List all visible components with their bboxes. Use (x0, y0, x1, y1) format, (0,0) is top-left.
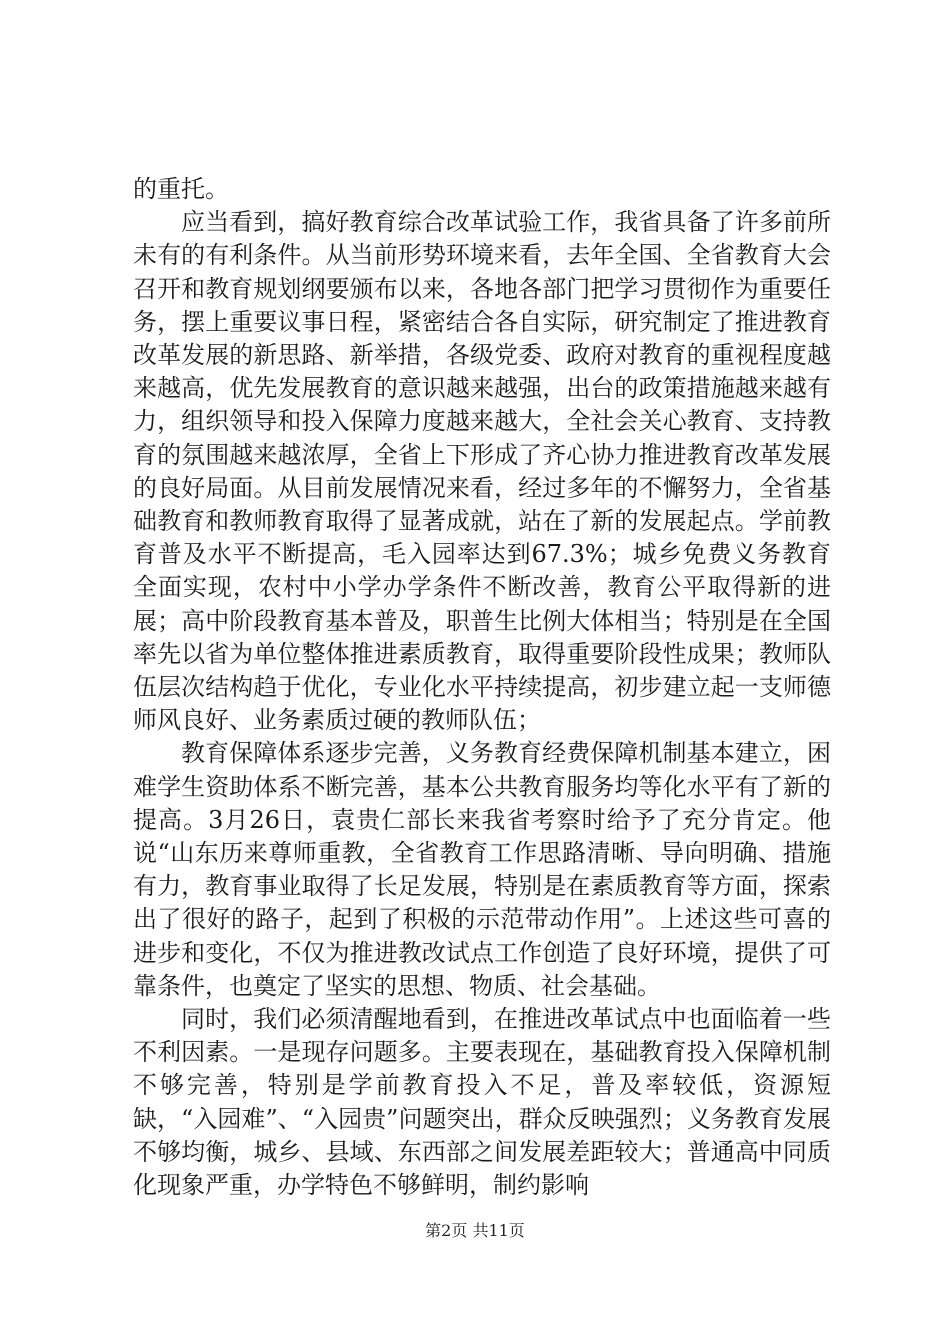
paragraph-education-guarantee: 教育保障体系逐步完善，义务教育经费保障机制基本建立，困难学生资助体系不断完善，基本公共教育服务均等化水平有了新的提高。3月26日，袁贵仁部长来我省考察时给予了充分肯定。他说“山东历来尊师重教，全省教育工作思路清晰、导向明确、措施有力，教育事业取得了长足发展，特别是在素质教育等方面，探索出了很好的路子，起到了积极的示范带动作用”。上述这些可喜的进步和变化，不仅为推进教改试点工作创造了良好环境，提供了可靠条件，也奠定了坚实的思想、物质、社会基础。 (133, 739, 831, 1000)
paragraph-favorable-conditions: 应当看到，搞好教育综合改革试验工作，我省具备了许多前所未有的有利条件。从当前形势环境来看，去年全国、全省教育大会召开和教育规划纲要颁布以来，各地各部门把学习贯彻作为重要任务，摆上重要议事日程，紧密结合各自实际，研究制定了推进教育改革发展的新思路、新举措，各级党委、政府对教育的重视程度越来越高，优先发展教育的意识越来越强，出台的政策措施越来越有力，组织领导和投入保障力度越来越大，全社会关心教育、支持教育的氛围越来越浓厚，全省上下形成了齐心协力推进教育改革发展的良好局面。从目前发展情况来看，经过多年的不懈努力，全省基础教育和教师教育取得了显著成就，站在了新的发展起点。学前教育普及水平不断提高，毛入园率达到67.3%；城乡免费义务教育全面实现，农村中小学办学条件不断改善，教育公平取得新的进展；高中阶段教育基本普及，职普生比例大体相当；特别是在全国率先以省为单位整体推进素质教育，取得重要阶段性成果；教师队伍层次结构趋于优化，专业化水平持续提高，初步建立起一支师德师风良好、业务素质过硬的教师队伍； (133, 208, 831, 735)
paragraph-unfavorable-factors: 同时，我们必须清醒地看到，在推进改革试点中也面临着一些不利因素。一是现存问题多。主要表现在，基础教育投入保障机制不够完善，特别是学前教育投入不足，普及率较低，资源短缺，“入园难”、“入园贵”问题突出，群众反映强烈；义务教育发展不够均衡，城乡、县域、东西部之间发展差距较大；普通高中同质化现象严重，办学特色不够鲜明，制约影响 (133, 1005, 831, 1200)
document-body (133, 173, 831, 1202)
paragraph-continuation: 的重托。 (133, 175, 229, 203)
page-number-footer: 第2页 共11页 (425, 1221, 525, 1240)
